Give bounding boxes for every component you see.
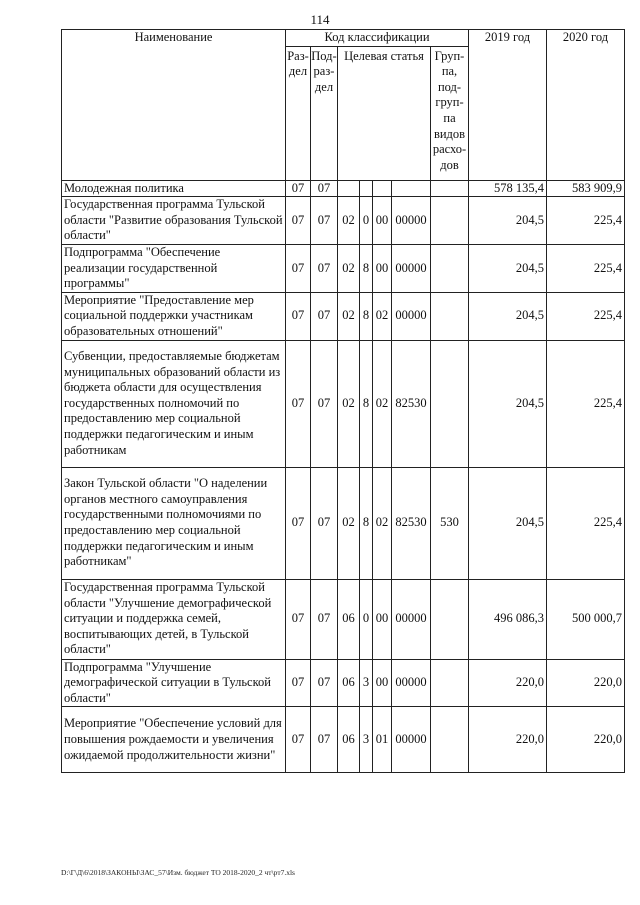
cell-t4: 00000 — [392, 659, 431, 707]
cell-t3 — [373, 180, 392, 197]
cell-t2: 0 — [360, 197, 373, 245]
cell-t2: 8 — [360, 244, 373, 292]
cell-vr — [431, 180, 469, 197]
cell-y2020: 225,4 — [547, 244, 625, 292]
cell-rz: 07 — [286, 659, 311, 707]
cell-t3: 00 — [373, 244, 392, 292]
cell-y2020: 225,4 — [547, 467, 625, 579]
cell-y2020: 500 000,7 — [547, 579, 625, 659]
cell-name: Государственная программа Тульской области "Улучшение демографической ситуации и поддержка семей, воспитывающих детей, в Тульской области" — [62, 579, 286, 659]
cell-t1: 02 — [338, 340, 360, 467]
cell-t2: 8 — [360, 467, 373, 579]
cell-vr — [431, 579, 469, 659]
cell-y2019: 204,5 — [469, 197, 547, 245]
cell-y2020: 220,0 — [547, 659, 625, 707]
table-row — [62, 579, 625, 659]
cell-y2019: 204,5 — [469, 467, 547, 579]
cell-t4: 00000 — [392, 579, 431, 659]
header-name: Наименование — [62, 30, 286, 181]
cell-t3: 02 — [373, 340, 392, 467]
cell-y2019: 578 135,4 — [469, 180, 547, 197]
cell-t4: 82530 — [392, 340, 431, 467]
cell-pr: 07 — [311, 180, 338, 197]
header-year-2020: 2020 год — [547, 30, 625, 181]
cell-t4: 00000 — [392, 707, 431, 773]
cell-vr — [431, 244, 469, 292]
cell-t4: 82530 — [392, 467, 431, 579]
cell-pr: 07 — [311, 467, 338, 579]
cell-t3: 01 — [373, 707, 392, 773]
cell-name: Мероприятие "Предоставление мер социальной поддержки участникам образовательных отношений" — [62, 292, 286, 340]
cell-rz: 07 — [286, 340, 311, 467]
cell-vr — [431, 707, 469, 773]
cell-vr: 530 — [431, 467, 469, 579]
cell-name: Подпрограмма "Улучшение демографической ситуации в Тульской области" — [62, 659, 286, 707]
cell-t3: 00 — [373, 579, 392, 659]
cell-t4: 00000 — [392, 244, 431, 292]
cell-t2: 3 — [360, 659, 373, 707]
cell-y2020: 225,4 — [547, 197, 625, 245]
cell-y2019: 496 086,3 — [469, 579, 547, 659]
cell-name: Подпрограмма "Обеспечение реализации государственной программы" — [62, 244, 286, 292]
cell-t2 — [360, 180, 373, 197]
cell-t1: 06 — [338, 707, 360, 773]
header-year-2019: 2019 год — [469, 30, 547, 181]
table-row — [62, 244, 625, 292]
cell-t3: 02 — [373, 292, 392, 340]
cell-y2019: 220,0 — [469, 659, 547, 707]
cell-rz: 07 — [286, 197, 311, 245]
cell-t1: 06 — [338, 579, 360, 659]
cell-t4: 00000 — [392, 197, 431, 245]
table-row — [62, 659, 625, 707]
cell-pr: 07 — [311, 579, 338, 659]
cell-y2020: 220,0 — [547, 707, 625, 773]
header-expense-group: Груп- па, под- груп- па видов расхо- дов — [431, 46, 469, 180]
cell-t1: 02 — [338, 467, 360, 579]
cell-t1 — [338, 180, 360, 197]
cell-y2020: 225,4 — [547, 292, 625, 340]
cell-t3: 00 — [373, 659, 392, 707]
cell-rz: 07 — [286, 579, 311, 659]
cell-y2019: 204,5 — [469, 340, 547, 467]
cell-t1: 02 — [338, 197, 360, 245]
cell-t3: 02 — [373, 467, 392, 579]
cell-name: Молодежная политика — [62, 180, 286, 197]
cell-vr — [431, 659, 469, 707]
cell-vr — [431, 292, 469, 340]
table-row — [62, 197, 625, 245]
cell-t2: 0 — [360, 579, 373, 659]
footer-file-path: D:\Г\Д\6\2018\ЗАКОНЫ\ЗАС_57\Изм. бюджет ТО 2018-2020_2 чт\рт7.xls — [61, 868, 295, 877]
header-podrazdel: Под- раз- дел — [311, 46, 338, 180]
budget-table — [61, 29, 625, 773]
cell-y2020: 225,4 — [547, 340, 625, 467]
cell-rz: 07 — [286, 707, 311, 773]
cell-y2020: 583 909,9 — [547, 180, 625, 197]
cell-name: Закон Тульской области "О наделении органов местного самоуправления государственными полномочиями по предоставлению мер социальной поддержки педагогическим и иным работникам" — [62, 467, 286, 579]
cell-y2019: 204,5 — [469, 244, 547, 292]
cell-pr: 07 — [311, 659, 338, 707]
table-row — [62, 707, 625, 773]
cell-pr: 07 — [311, 244, 338, 292]
table-body — [62, 180, 625, 773]
header-classification: Код классификации — [286, 30, 469, 47]
cell-name: Мероприятие "Обеспечение условий для повышения рождаемости и увеличения ожидаемой продолжительности жизни" — [62, 707, 286, 773]
cell-t4 — [392, 180, 431, 197]
table-row — [62, 467, 625, 579]
cell-pr: 07 — [311, 340, 338, 467]
cell-t2: 8 — [360, 292, 373, 340]
cell-rz: 07 — [286, 244, 311, 292]
cell-name: Государственная программа Тульской области "Развитие образования Тульской области" — [62, 197, 286, 245]
cell-y2019: 220,0 — [469, 707, 547, 773]
cell-t1: 02 — [338, 292, 360, 340]
table-row — [62, 180, 625, 197]
cell-t2: 8 — [360, 340, 373, 467]
cell-t4: 00000 — [392, 292, 431, 340]
cell-name: Субвенции, предоставляемые бюджетам муниципальных образований области из бюджета области для осуществления государственных полномочий по предоставлению мер социальной поддержки педагогическим и иным работникам — [62, 340, 286, 467]
cell-t2: 3 — [360, 707, 373, 773]
cell-vr — [431, 197, 469, 245]
header-target-article: Целевая статья — [338, 46, 431, 180]
cell-vr — [431, 340, 469, 467]
cell-pr: 07 — [311, 197, 338, 245]
cell-pr: 07 — [311, 707, 338, 773]
cell-rz: 07 — [286, 467, 311, 579]
header-razdel: Раз- дел — [286, 46, 311, 180]
cell-t1: 06 — [338, 659, 360, 707]
cell-t1: 02 — [338, 244, 360, 292]
cell-rz: 07 — [286, 180, 311, 197]
cell-t3: 00 — [373, 197, 392, 245]
page-number: 114 — [310, 12, 330, 27]
table-row — [62, 292, 625, 340]
cell-pr: 07 — [311, 292, 338, 340]
cell-y2019: 204,5 — [469, 292, 547, 340]
table-row — [62, 340, 625, 467]
cell-rz: 07 — [286, 292, 311, 340]
